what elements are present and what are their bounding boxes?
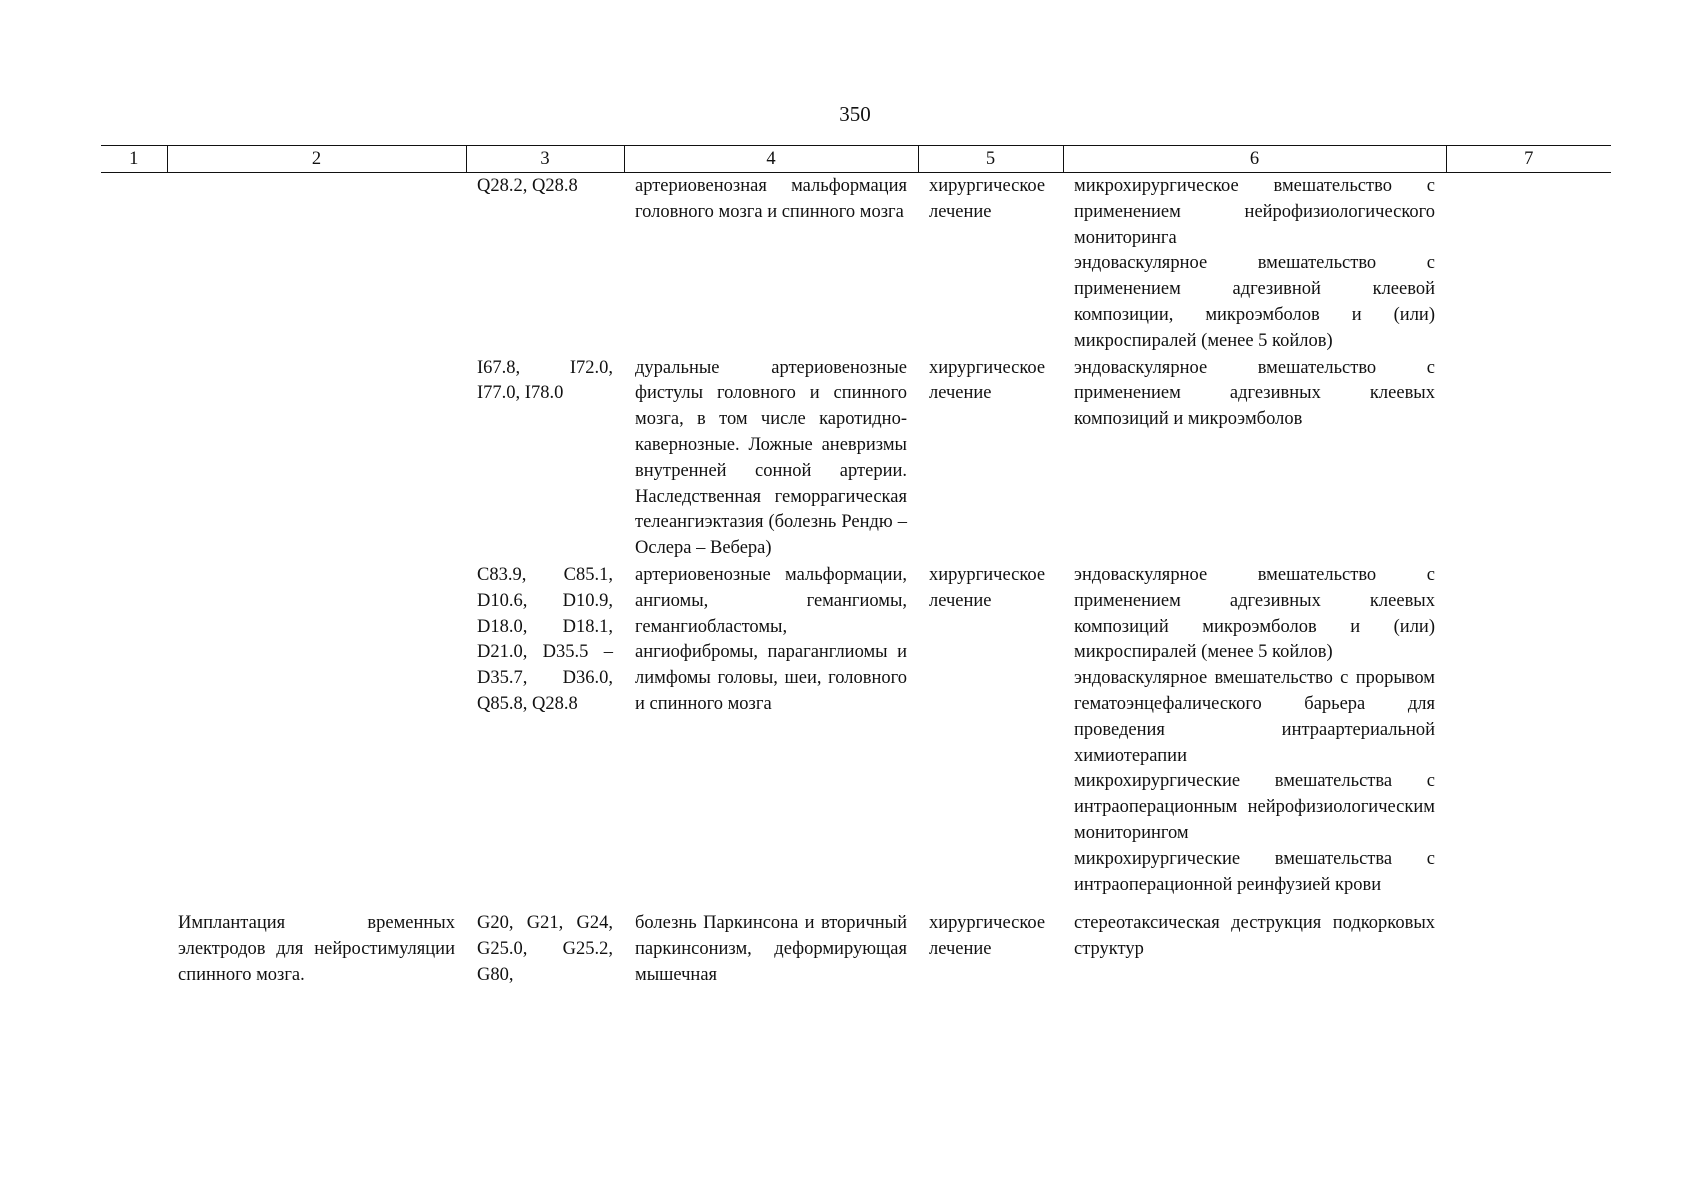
procedure-name-cell [167,562,466,898]
column-header-7: 7 [1446,146,1611,173]
column-header-4: 4 [624,146,918,173]
cell-col1 [101,562,167,898]
icd-codes-cell: I67.8, I72.0, I77.0, I78.0 [477,357,613,404]
table-row [101,910,1611,988]
treatment-method-item: микрохирургические вмешательства с интраоперационной реинфузией крови [1074,848,1435,895]
icd-codes-cell: Q28.2, Q28.8 [477,176,578,196]
cell-col1 [101,910,167,988]
procedure-name-cell [167,355,466,562]
cell-col7 [1446,910,1611,988]
cell-col1 [101,355,167,562]
medical-procedures-table [101,145,1611,989]
column-header-6: 6 [1063,146,1446,173]
treatment-method-item: микрохирургические вмешательства с интраоперационным нейрофизиологическим мониторингом [1074,771,1435,843]
treatment-method-cell [1063,173,1446,355]
icd-codes-cell: G20, G21, G24, G25.0, G25.2, G80, [477,913,613,985]
diagnosis-cell: артериовенозные мальформации, ангиомы, гемангиомы, гемангиобластомы, ангиофибромы, параганглиомы и лимфомы головы, шеи, головного и спинного мозга [635,564,907,714]
cell-col1 [101,173,167,355]
column-header-3: 3 [466,146,624,173]
row-spacer [101,898,1611,910]
column-number-row [101,146,1611,173]
column-header-1: 1 [101,146,167,173]
treatment-type-cell: хирургическое лечение [929,176,1046,222]
procedure-name-cell [167,173,466,355]
treatment-method-item: эндоваскулярное вмешательство с применением адгезивной клеевой композиции, микроэмболов и (или) микроспиралей (менее 5 койлов) [1074,253,1435,351]
cell-col7 [1446,562,1611,898]
table-row [101,173,1611,355]
treatment-method-cell [1063,562,1446,898]
table-row [101,562,1611,898]
diagnosis-cell: болезнь Паркинсона и вторичный паркинсонизм, деформирующая мышечная [635,913,907,985]
page-number: 350 [839,102,871,126]
treatment-type-cell: хирургическое лечение [929,564,1046,611]
diagnosis-cell: дуральные артериовенозные фистулы головного и спинного мозга, в том числе каротидно-кавернозные. Ложные аневризмы внутренней сонной артерии. Наследственная геморрагическая телеангиэктазия (болезнь Рендю – Ослера – Вебера) [635,357,907,559]
column-header-2: 2 [167,146,466,173]
treatment-method-item: микрохирургическое вмешательство с применением нейрофизиологического мониторинга [1074,176,1435,248]
treatment-type-cell: хирургическое лечение [929,913,1046,960]
treatment-method-item: стереотаксическая деструкция подкорковых структур [1074,913,1435,960]
treatment-method-cell [1063,910,1446,988]
column-header-5: 5 [918,146,1063,173]
cell-col7 [1446,173,1611,355]
cell-col7 [1446,355,1611,562]
treatment-method-cell [1063,355,1446,562]
treatment-method-item: эндоваскулярное вмешательство с применением адгезивных клеевых композиций микроэмболов и (или) микроспиралей (менее 5 койлов) [1074,564,1435,663]
icd-codes-cell: C83.9, C85.1, D10.6, D10.9, D18.0, D18.1, D21.0, D35.5 – D35.7, D36.0, Q85.8, Q28.8 [477,564,613,714]
treatment-type-cell: хирургическое лечение [929,357,1046,404]
diagnosis-cell: артериовенозная мальформация головного мозга и спинного мозга [635,176,907,222]
table-row [101,355,1611,562]
treatment-method-item: эндоваскулярное вмешательство с прорывом гематоэнцефалического барьера для проведения интраартериальной химиотерапии [1074,668,1435,766]
treatment-method-item: эндоваскулярное вмешательство с применением адгезивных клеевых композиций и микроэмболов [1074,357,1435,430]
procedure-name-cell: Имплантация временных электродов для нейростимуляции спинного мозга. [178,913,455,985]
